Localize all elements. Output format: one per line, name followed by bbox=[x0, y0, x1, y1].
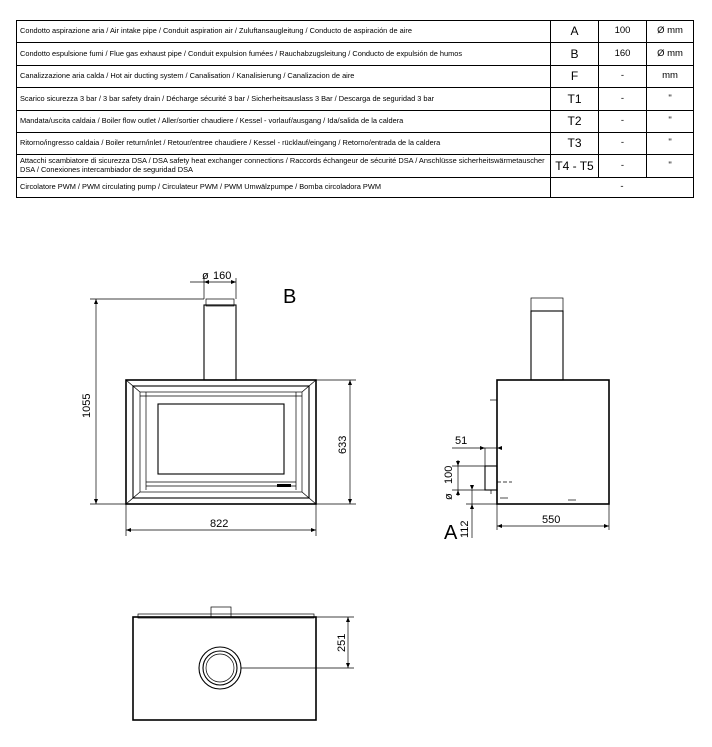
row-unit: " bbox=[647, 132, 694, 154]
width-label: 822 bbox=[210, 518, 229, 530]
row-description: Condotto espulsione fumi / Flue gas exhaust pipe / Conduit expulsion fumées / Rauchabzugsleitung / Conducto de expulsión de humos bbox=[17, 43, 551, 65]
row-description: Scarico sicurezza 3 bar / 3 bar safety drain / Décharge sécurité 3 bar / Sicherheitsauslass 3 Bar / Descarga de seguridad 3 bar bbox=[17, 88, 551, 110]
row-description: Canalizzazione aria calda / Hot air ducting system / Canalisation / Kanalisierung / Canalizacion de aire bbox=[17, 65, 551, 87]
side-view bbox=[443, 298, 609, 544]
top-flue-ring bbox=[203, 651, 237, 685]
row-value: 160 bbox=[599, 43, 647, 65]
row-description: Mandata/uscita caldaia / Boiler flow outlet / Aller/sortier chaudiere / Kessel - vorlauf/ausgang / Ida/salida de la caldera bbox=[17, 110, 551, 132]
air-intake-pipe bbox=[485, 466, 497, 490]
top-flue-outer bbox=[199, 647, 241, 689]
row-code: T2 bbox=[551, 110, 599, 132]
pump-value: - bbox=[551, 177, 694, 197]
flue-offset-label: 251 bbox=[336, 633, 348, 652]
row-code: B bbox=[551, 43, 599, 65]
row-unit: Ø mm bbox=[647, 21, 694, 43]
depth-label: 550 bbox=[542, 514, 561, 526]
fire-glass bbox=[158, 404, 284, 474]
row-code: F bbox=[551, 65, 599, 87]
top-flue-inner bbox=[206, 654, 234, 682]
row-unit: " bbox=[647, 155, 694, 177]
row-unit: mm bbox=[647, 65, 694, 87]
row-code: T1 bbox=[551, 88, 599, 110]
flue-diameter-symbol: ø bbox=[202, 270, 209, 282]
stove-frame-inner bbox=[140, 392, 302, 492]
pump-description: Circolatore PWM / PWM circulating pump / Circulateur PWM / PWM Umwälzpumpe / Bomba circoladora PWM bbox=[17, 177, 551, 197]
offset-51-label: 51 bbox=[455, 435, 468, 447]
body-height-label: 633 bbox=[337, 435, 349, 454]
row-value: - bbox=[599, 88, 647, 110]
row-unit: Ø mm bbox=[647, 43, 694, 65]
flue-pipe bbox=[204, 305, 236, 380]
row-value: - bbox=[599, 132, 647, 154]
total-height-label: 1055 bbox=[81, 393, 93, 418]
control-slot bbox=[277, 484, 291, 487]
top-body bbox=[133, 617, 316, 720]
top-flue-stub bbox=[211, 607, 231, 617]
row-code: A bbox=[551, 21, 599, 43]
row-unit: " bbox=[647, 110, 694, 132]
offset-112-label: 112 bbox=[459, 520, 471, 538]
row-value: - bbox=[599, 65, 647, 87]
row-value: - bbox=[599, 110, 647, 132]
side-flue-collar bbox=[531, 298, 563, 311]
flue-diameter-label: 160 bbox=[213, 270, 232, 282]
row-value: 100 bbox=[599, 21, 647, 43]
row-code: T3 bbox=[551, 132, 599, 154]
front-view bbox=[81, 270, 356, 536]
row-unit: " bbox=[647, 88, 694, 110]
row-code: T4 - T5 bbox=[551, 155, 599, 177]
row-description: Ritorno/ingresso caldaia / Boiler return/inlet / Retour/entree chaudiere / Kessel - rücklauf/eingang / Retorno/entrada de la caldera bbox=[17, 132, 551, 154]
intake-diameter-symbol: ø bbox=[443, 493, 455, 500]
top-view bbox=[133, 607, 354, 720]
intake-diameter-label: 100 bbox=[443, 465, 455, 484]
row-value: - bbox=[599, 155, 647, 177]
intake-code-label: A bbox=[444, 522, 458, 544]
stove-frame-outer bbox=[133, 386, 309, 498]
flue-code-label: B bbox=[283, 286, 297, 308]
side-flue-pipe bbox=[531, 311, 563, 380]
side-body bbox=[497, 380, 609, 504]
row-description: Condotto aspirazione aria / Air intake pipe / Conduit aspiration air / Zuluftansaugleitung / Conducto de aspiración de aire bbox=[17, 21, 551, 43]
row-description: Attacchi scambiatore di sicurezza DSA / DSA safety heat exchanger connections / Raccords échangeur de sécurité DSA / Anschlüsse sicherheitswärmetauscher DSA / Conexiones intercambiador de seguridad DSA bbox=[17, 155, 551, 177]
